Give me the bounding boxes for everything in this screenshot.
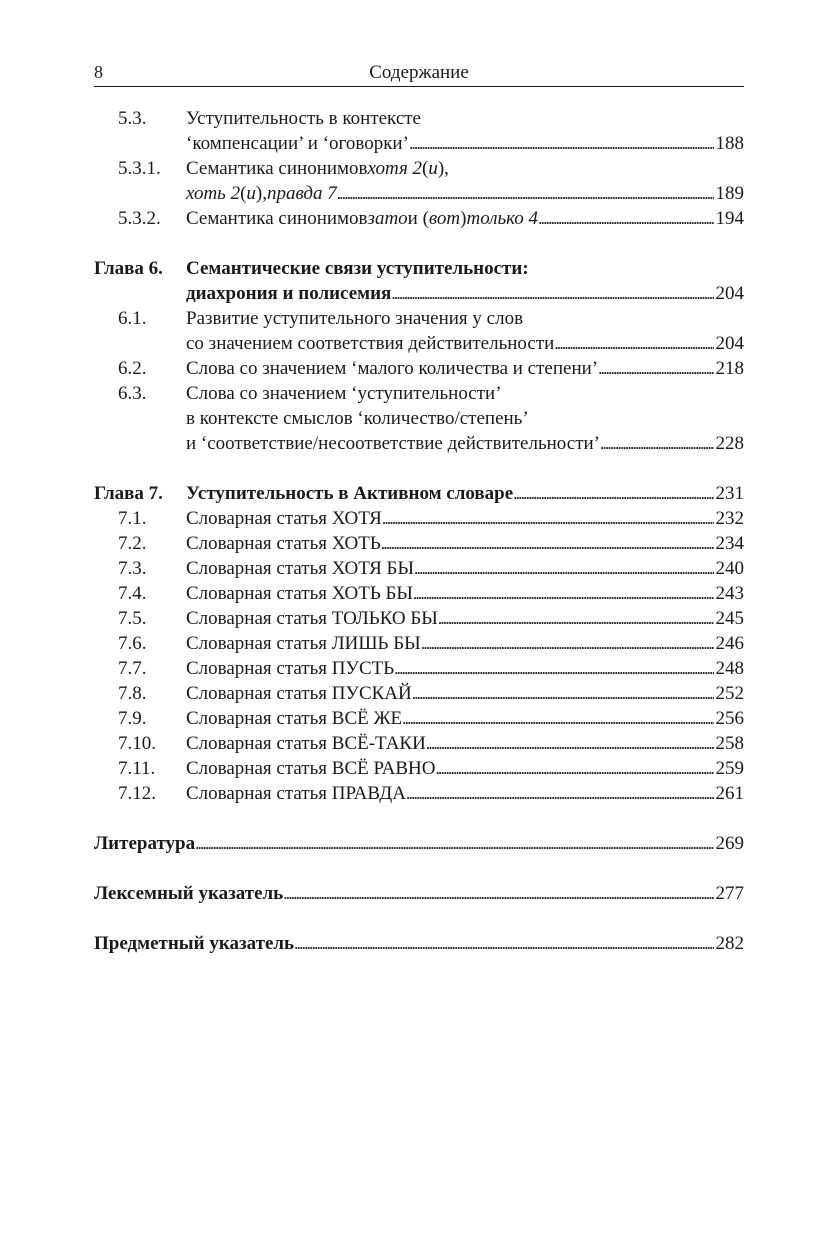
toc-entry-title: Словарная статья ПРАВДА xyxy=(186,783,406,804)
toc-entry-title: и xyxy=(428,158,438,179)
toc-entry-page: 232 xyxy=(715,508,744,529)
toc-entry-number: 7.11. xyxy=(118,758,156,779)
toc-entry-number: 7.6. xyxy=(118,633,147,654)
page-number: 8 xyxy=(94,62,103,82)
toc-entry-title: и xyxy=(246,183,256,204)
toc-spacer xyxy=(94,806,744,831)
toc-entry-page: 248 xyxy=(715,658,744,679)
toc-entry-title: ‘компенсации’ и ‘оговорки’ xyxy=(186,133,409,154)
toc-entry-title: Словарная статья ТОЛЬКО БЫ xyxy=(186,608,438,629)
dot-leader xyxy=(413,581,714,606)
toc-entry-number: 7.3. xyxy=(118,558,147,579)
toc-entry-title: Семантические связи уступительности: xyxy=(186,258,529,279)
toc-entry-number: 7.7. xyxy=(118,658,147,679)
toc-entry-title: в контексте смыслов ‘количество/степень’ xyxy=(186,408,529,429)
toc-entry-title: Семантика синонимов xyxy=(186,208,368,229)
toc-entry-page: 261 xyxy=(715,783,744,804)
toc-entry-page: 245 xyxy=(715,608,744,629)
toc-entry-number: 7.12. xyxy=(118,783,156,804)
toc-entry-page: 204 xyxy=(715,333,744,354)
toc-entry-page: 189 xyxy=(715,183,744,204)
toc-entry-page: 259 xyxy=(715,758,744,779)
toc-entry xyxy=(94,406,744,431)
toc-entry-title: Предметный указатель xyxy=(94,933,295,954)
dot-leader xyxy=(426,731,714,756)
toc-entry-title: Словарная статья ХОТЯ xyxy=(186,508,382,529)
dot-leader xyxy=(435,756,713,781)
dot-leader xyxy=(598,356,713,381)
dot-leader xyxy=(394,656,713,681)
toc-entry-title: Словарная статья ХОТЬ БЫ xyxy=(186,583,413,604)
dot-leader xyxy=(554,331,713,356)
toc-entry-number: Глава 6. xyxy=(94,258,163,279)
toc-entry xyxy=(94,631,744,656)
toc-entry-page: 228 xyxy=(715,433,744,454)
toc-entry-number: 5.3.1. xyxy=(118,158,161,179)
toc-entry xyxy=(94,781,744,806)
toc-entry xyxy=(94,881,744,906)
toc-entry-title: и ‘соответствие/несоответствие действительности’ xyxy=(186,433,600,454)
toc-entry-number: 7.4. xyxy=(118,583,147,604)
toc-entry-number: 7.9. xyxy=(118,708,147,729)
toc-entry-title: Словарная статья ХОТЬ xyxy=(186,533,381,554)
toc-entry-page: 252 xyxy=(715,683,744,704)
toc-entry-page: 231 xyxy=(715,483,744,504)
toc-entry-number: Глава 7. xyxy=(94,483,163,504)
toc-entry-title: Слова со значением ‘малого количества и степени’ xyxy=(186,358,599,379)
toc-entry xyxy=(94,331,744,356)
toc-entry xyxy=(94,356,744,381)
toc-entry-title: Словарная статья ХОТЯ БЫ xyxy=(186,558,415,579)
dot-leader xyxy=(402,706,713,731)
toc-entry-page: 256 xyxy=(715,708,744,729)
toc-entry xyxy=(94,606,744,631)
toc-entry-title: ) xyxy=(460,208,467,229)
toc-entry-title: Словарная статья ЛИШЬ БЫ xyxy=(186,633,421,654)
toc-entry-title: Уступительность в Активном словаре xyxy=(186,483,514,504)
toc-entry-title: Развитие уступительного значения у слов xyxy=(186,308,524,329)
toc-entry-number: 7.2. xyxy=(118,533,147,554)
toc-entry-title: диахрония и полисемия xyxy=(186,283,392,304)
dot-leader xyxy=(382,506,714,531)
toc-entry xyxy=(94,156,744,181)
toc-entry-title: ( xyxy=(422,158,429,179)
dot-leader xyxy=(421,631,714,656)
toc-entry-title: Словарная статья ПУСТЬ xyxy=(186,658,395,679)
toc-entry xyxy=(94,306,744,331)
dot-leader xyxy=(195,831,713,856)
toc-entry-title: Лексемный указатель xyxy=(94,883,284,904)
toc-entry xyxy=(94,531,744,556)
running-title: Содержание xyxy=(369,62,469,83)
table-of-contents xyxy=(94,106,744,956)
toc-entry-title: Слова со значением ‘уступительности’ xyxy=(186,383,502,404)
dot-leader xyxy=(513,481,713,506)
toc-entry-number: 7.1. xyxy=(118,508,147,529)
toc-entry-number: 5.3. xyxy=(118,108,147,129)
toc-entry-title: Словарная статья ПУСКАЙ xyxy=(186,683,412,704)
toc-entry-title: Уступительность в контексте xyxy=(186,108,421,129)
toc-entry xyxy=(94,381,744,406)
toc-entry-title: Семантика синонимов xyxy=(186,158,368,179)
toc-entry-title: вот xyxy=(428,208,461,229)
toc-entry-title: ( xyxy=(240,183,247,204)
toc-entry-title: Литература xyxy=(94,833,196,854)
toc-entry xyxy=(94,106,744,131)
toc-entry xyxy=(94,281,744,306)
toc-entry-title: Словарная статья ВСЁ ЖЕ xyxy=(186,708,403,729)
toc-spacer xyxy=(94,856,744,881)
toc-entry-title: зато xyxy=(367,208,408,229)
toc-entry-page: 234 xyxy=(715,533,744,554)
toc-entry-title: ), xyxy=(437,158,449,179)
toc-entry-title: Словарная статья ВСЁ-ТАКИ xyxy=(186,733,426,754)
toc-entry xyxy=(94,206,744,231)
dot-leader xyxy=(283,881,713,906)
toc-entry-page: 269 xyxy=(715,833,744,854)
toc-entry-title: только 4 xyxy=(466,208,539,229)
dot-leader xyxy=(412,681,714,706)
toc-entry xyxy=(94,556,744,581)
toc-entry-page: 243 xyxy=(715,583,744,604)
toc-entry xyxy=(94,706,744,731)
toc-entry-page: 240 xyxy=(715,558,744,579)
toc-entry-number: 7.8. xyxy=(118,683,147,704)
toc-entry-page: 194 xyxy=(715,208,744,229)
toc-entry-title: хоть 2 xyxy=(186,183,241,204)
toc-entry xyxy=(94,656,744,681)
dot-leader xyxy=(414,556,713,581)
toc-entry xyxy=(94,181,744,206)
toc-entry xyxy=(94,731,744,756)
toc-entry-page: 204 xyxy=(715,283,744,304)
toc-entry-title: ), xyxy=(255,183,267,204)
toc-entry xyxy=(94,581,744,606)
toc-entry xyxy=(94,481,744,506)
toc-entry-title: правда 7 xyxy=(266,183,337,204)
toc-entry-page: 246 xyxy=(715,633,744,654)
toc-entry xyxy=(94,931,744,956)
toc-entry-title: хотя 2 xyxy=(367,158,423,179)
dot-leader xyxy=(600,431,714,456)
toc-entry xyxy=(94,681,744,706)
dot-leader xyxy=(337,181,714,206)
toc-entry xyxy=(94,131,744,156)
toc-entry-title: Словарная статья ВСЁ РАВНО xyxy=(186,758,436,779)
running-header xyxy=(94,60,744,87)
toc-entry-number: 5.3.2. xyxy=(118,208,161,229)
dot-leader xyxy=(406,781,714,806)
toc-entry xyxy=(94,506,744,531)
toc-entry-page: 188 xyxy=(715,133,744,154)
toc-entry-number: 7.10. xyxy=(118,733,156,754)
dot-leader xyxy=(294,931,713,956)
toc-entry xyxy=(94,256,744,281)
dot-leader xyxy=(391,281,713,306)
dot-leader xyxy=(409,131,714,156)
toc-entry-number: 7.5. xyxy=(118,608,147,629)
toc-entry-number: 6.1. xyxy=(118,308,147,329)
toc-entry-title: со значением соответствия действительности xyxy=(186,333,555,354)
toc-entry xyxy=(94,831,744,856)
toc-spacer xyxy=(94,906,744,931)
toc-entry-number: 6.3. xyxy=(118,383,147,404)
dot-leader xyxy=(381,531,714,556)
toc-spacer xyxy=(94,456,744,481)
toc-entry-page: 277 xyxy=(715,883,744,904)
toc-entry-page: 218 xyxy=(715,358,744,379)
dot-leader xyxy=(538,206,713,231)
toc-entry-page: 282 xyxy=(715,933,744,954)
dot-leader xyxy=(438,606,714,631)
toc-entry-title: и ( xyxy=(407,208,429,229)
toc-spacer xyxy=(94,231,744,256)
toc-entry-page: 258 xyxy=(715,733,744,754)
toc-entry-number: 6.2. xyxy=(118,358,147,379)
toc-entry xyxy=(94,431,744,456)
toc-entry xyxy=(94,756,744,781)
